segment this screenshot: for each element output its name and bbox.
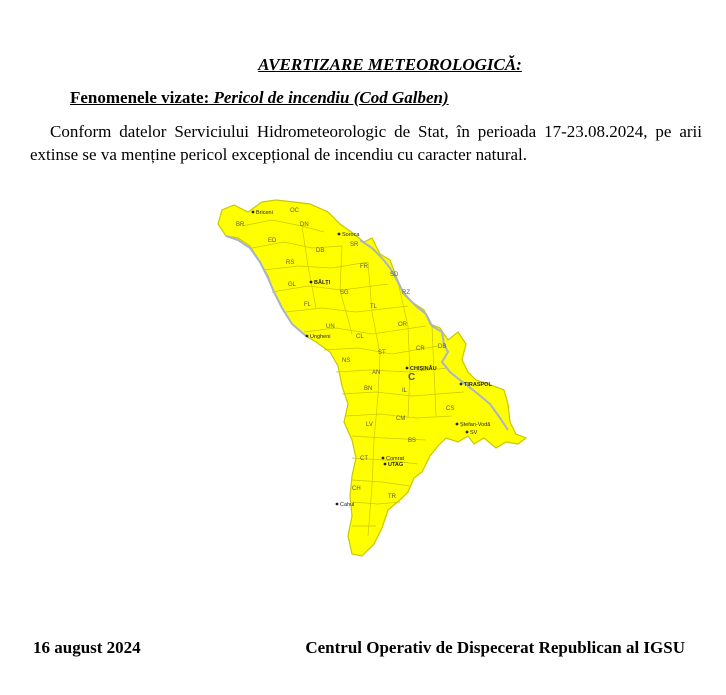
phenomena-value: Pericol de incendiu (Cod Galben) xyxy=(213,88,449,107)
district-label: NS xyxy=(342,358,351,364)
district-label: CM xyxy=(396,416,406,422)
district-label: TL xyxy=(370,304,378,310)
city-marker xyxy=(456,423,459,426)
paragraph-part-1: Conform datelor Serviciului Hidrometeorologic de Stat, în perioada 17-23.08.2024 xyxy=(50,122,644,141)
district-label: OC xyxy=(290,208,299,214)
district-label: BN xyxy=(364,386,373,392)
city-marker xyxy=(384,463,387,466)
district-label: TR xyxy=(388,494,396,500)
district-label: FR xyxy=(360,264,368,270)
district-label: SG xyxy=(340,290,349,296)
district-label: CL xyxy=(356,334,364,340)
city-marker xyxy=(306,335,309,338)
district-label: GL xyxy=(288,282,297,288)
city-label: SV xyxy=(470,430,478,436)
warning-paragraph xyxy=(30,120,702,166)
district-label: RS xyxy=(286,260,295,266)
city-label: Comrat xyxy=(386,456,405,462)
warning-title: AVERTIZARE METEOROLOGICĂ: xyxy=(258,55,522,74)
city-label: Soroca xyxy=(342,232,360,238)
footer-date: 16 august 2024 xyxy=(33,638,141,657)
district-label: LV xyxy=(366,422,373,428)
city-marker xyxy=(252,211,255,214)
city-label: CHIȘINĂU xyxy=(410,366,437,372)
district-label: AN xyxy=(372,370,381,376)
city-marker xyxy=(310,281,313,284)
city-marker xyxy=(336,503,339,506)
district-label: ED xyxy=(268,238,277,244)
city-label: Cahul xyxy=(340,502,355,508)
district-label: DB xyxy=(438,344,447,350)
city-marker xyxy=(460,383,463,386)
district-label: CH xyxy=(352,486,361,492)
district-label: DN xyxy=(300,222,309,228)
district-label: CT xyxy=(360,456,368,462)
paragraph-part-2: , pe arii extinse se va menține pericol excepțional de incendiu cu caracter natural. xyxy=(30,122,703,164)
district-label: BR xyxy=(236,222,245,228)
district-label: FL xyxy=(304,302,312,308)
city-marker xyxy=(338,233,341,236)
district-label: DB xyxy=(316,248,325,254)
district-label: SR xyxy=(350,242,359,248)
district-label: UN xyxy=(326,324,335,330)
city-label: UTAG xyxy=(388,462,404,468)
district-label: OR xyxy=(398,322,407,328)
district-label: CR xyxy=(416,346,425,352)
city-label: Ungheni xyxy=(310,334,331,340)
district-label: SD xyxy=(390,272,399,278)
phenomena-label: Fenomenele vizate: xyxy=(70,88,210,107)
district-label: BS xyxy=(408,438,417,444)
district-label: ST xyxy=(378,350,386,356)
district-label: C xyxy=(408,372,416,383)
city-label: Ștefan-Vodă xyxy=(460,422,491,428)
phenomena-line xyxy=(70,88,449,108)
footer-organization: Centrul Operativ de Dispecerat Republican al IGSU xyxy=(305,638,685,657)
city-marker xyxy=(382,457,385,460)
district-label: IL xyxy=(402,388,408,394)
moldova-outline xyxy=(218,200,526,556)
district-label: RZ xyxy=(402,290,410,296)
moldova-map xyxy=(212,196,532,560)
city-marker xyxy=(466,431,469,434)
city-label: Briceni xyxy=(256,210,273,216)
city-label: TIRASPOL xyxy=(464,382,492,388)
city-label: BĂLȚI xyxy=(314,280,331,286)
city-marker xyxy=(406,367,409,370)
district-label: CS xyxy=(446,406,455,412)
